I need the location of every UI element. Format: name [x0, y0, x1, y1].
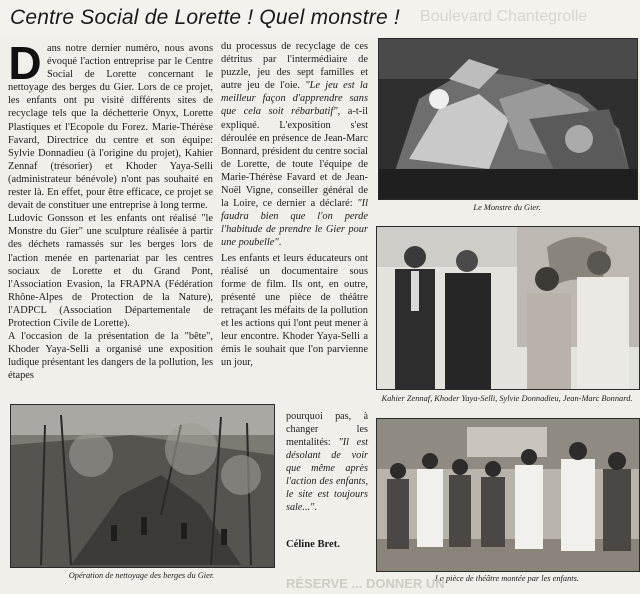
caption-monstre: Le Monstre du Gier. [473, 203, 541, 212]
photo-riverbank-illustration [11, 405, 274, 567]
caption-group: Kahier Zennaf, Khoder Yaya-Selli, Sylvie Donnadieu, Jean-Marc Bonnard. [381, 394, 633, 403]
quote-mentalites: "Il est désolant de voir que même après l'action des enfants, le site est toujours sale..." [286, 437, 368, 513]
paragraph-6-text: pourquoi pas, à changer les mentalités: [286, 411, 368, 448]
paragraph-4 [221, 40, 368, 250]
article-column-2 [221, 40, 368, 369]
paragraph-2: Ludovic Gonsson et les enfants ont réalisé "le Monstre du Gier" une sculpture réalisée à partir des déchets ramassés sur les berges lors de l'action menée en partenariat par les centres sociaux de Lorette et du Grand Pont, l'Association Evasion, la FRAPNA (Fédération Rhône-Alpes de Protection de la Nature), l'ADPCL (Association Départementale de Protection Civile de Lorette). [8, 213, 213, 329]
bleed-through-text-bottom: RÉSERVE ... DONNER UN [286, 576, 445, 591]
photo-children-illustration [377, 419, 639, 571]
drop-cap: D [8, 37, 42, 89]
photo-group-illustration [377, 227, 639, 389]
headline: Centre Social de Lorette ! Quel monstre ! [10, 6, 400, 29]
paragraph-4-text: du processus de recyclage de ces détritus par l'intermédiaire de puzzle, jeu des sept familles et autre jeu de l'oie. [221, 41, 368, 92]
paragraph-5: Les enfants et leurs éducateurs ont réalisé un documentaire sous forme de film. Ils ont, en outre, présenté une pièce de théâtre retraçant les méfaits de la pollution et les actions qui l'ont peut mener à leur encontre. Khoder Yaya-Selli a émis le souhait que l'on parvienne un jour, [221, 252, 368, 369]
paragraph-4-text-b: , a-t-il expliqué. L'exposition s'est déroulée en présence de Jean-Marc Bonnard, président du centre social de Lorette, de toute l'équipe de Marie-Thérèse Favard et de Jean-Noël Vigne, conseiller général de la Loire, ce dernier a déclaré: [221, 106, 368, 210]
photo-childrens-play [376, 418, 640, 572]
paragraph-1: ans notre dernier numéro, nous avons évoqué l'action entreprise par le Centre Social de Lorette concernant le nettoyage des berges du Gier. Lors de ce projet, les enfants ont pu visité différents sites de recyclage tels que la déchetterie Onyx, Lorette Plastiques et l'Ecopole du Forez. Marie-Thérèse Favard, Directrice du centre et son équipe: Sylvie Donnadieu (à l'origine du projet), Kahier Zennaf (trésorier) et Khoder Yaya-Selli (administrateur bénévole) n'ont pas souhaité en rester là. En effet, pour être efficace, ce projet se devait de constituer une entreprise à long terme. [8, 43, 213, 212]
paragraph-6 [286, 410, 368, 514]
header-band [0, 0, 640, 36]
author-signature: Céline Bret. [286, 539, 340, 550]
photo-monstre-illustration [379, 39, 637, 199]
article-column-3 [286, 410, 368, 514]
photo-monstre-du-gier [378, 38, 638, 200]
paragraph-3: A l'occasion de la présentation de la "bête", Khoder Yaya-Selli a organisé une exposition ludique présentant les dangers de la pollution, les étapes [8, 331, 213, 382]
paragraph-4-end: . [278, 237, 282, 249]
caption-cleanup: Opération de nettoyage des berges du Gier. [68, 571, 215, 580]
bleed-through-text-top: Boulevard Chantegrolle [420, 8, 588, 25]
photo-riverbank-cleanup [10, 404, 275, 568]
paragraph-6-end: . [314, 502, 317, 513]
caption-play: La pièce de théâtre montée par les enfants. [435, 574, 579, 583]
quote-game: "Le jeu est la meilleur façon d'apprendre sans que cela soit rébarbatif" [221, 80, 368, 118]
photo-group-officials [376, 226, 640, 390]
article-column-1 [8, 37, 213, 382]
quote-gier: "Il faudra bien que l'on perde l'habitude de prendre le Gier pour une poubelle" [221, 198, 368, 249]
